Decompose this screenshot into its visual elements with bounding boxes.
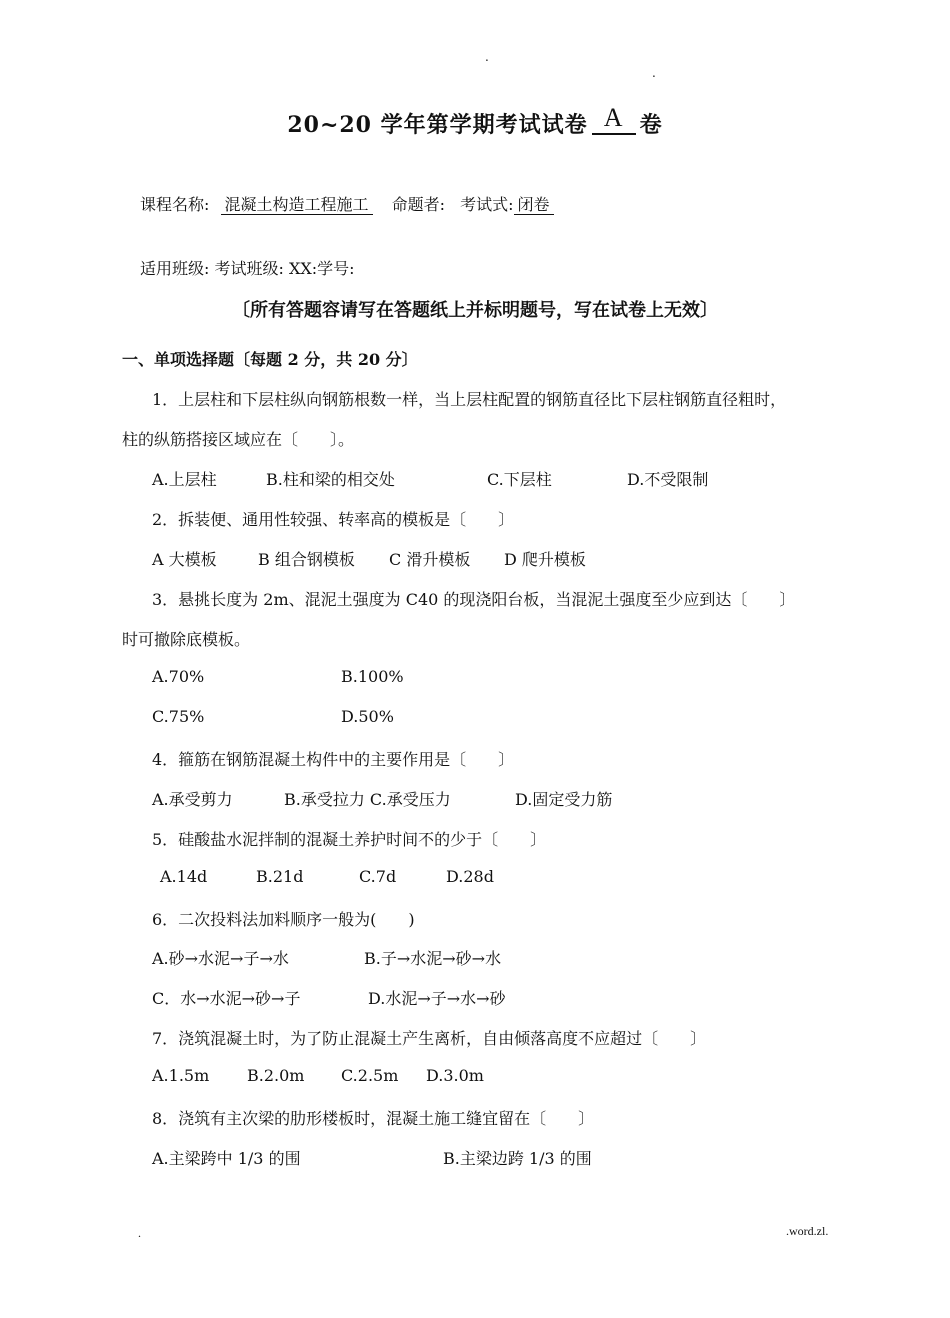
question-8-option-a: A.主梁跨中 1/3 的围	[152, 1149, 301, 1168]
author-label: 命题者:	[391, 195, 446, 214]
exam-title-prefix: 20~20 学年第学期考试试卷	[287, 112, 588, 138]
exam-title	[0, 103, 950, 141]
exam-title-suffix: 卷	[639, 112, 663, 138]
question-3-option-b: B.100%	[341, 667, 404, 686]
question-1-line1: 1．上层柱和下层柱纵向钢筋根数一样，当上层柱配置的钢筋直径比下层柱钢筋直径粗时，	[152, 390, 787, 409]
question-5: 5．硅酸盐水泥拌制的混凝土养护时间不的少于〔 〕	[152, 830, 547, 849]
question-5-option-b: B.21d	[256, 867, 304, 886]
answer-notice: 〔所有答题容请写在答题纸上并标明题号，写在试卷上无效〕	[232, 300, 718, 321]
question-7: 7．浇筑混凝土时，为了防止混凝土产生离析，自由倾落高度不应超过〔 〕	[152, 1029, 707, 1048]
question-1-option-c: C.下层柱	[487, 470, 552, 489]
class-line: 适用班级: 考试班级: XX:学号:	[140, 259, 355, 278]
question-3-line2: 时可撤除底模板。	[122, 630, 251, 649]
question-2-option-c: C 滑升模板	[389, 550, 471, 569]
question-3-option-c: C.75%	[152, 707, 205, 726]
header-dot-left: .	[485, 50, 489, 64]
section-heading: 一、单项选择题〔每题 2 分，共 20 分〕	[122, 350, 418, 369]
question-2-option-b: B 组合钢模板	[258, 550, 355, 569]
question-2-option-a: A 大模板	[152, 550, 217, 569]
question-6-option-b: B.子→水泥→砂→水	[364, 949, 502, 968]
question-4-option-bc: B.承受拉力 C.承受压力	[284, 790, 451, 809]
question-7-option-a: A.1.5m	[152, 1066, 210, 1085]
question-4-option-a: A.承受剪力	[152, 790, 233, 809]
footer-watermark: .word.zl.	[786, 1224, 829, 1238]
question-7-option-c: C.2.5m	[341, 1066, 399, 1085]
course-meta-line	[140, 192, 554, 215]
question-7-option-b: B.2.0m	[247, 1066, 305, 1085]
paper-letter: A	[592, 103, 636, 135]
question-3-option-d: D.50%	[341, 707, 394, 726]
question-7-option-d: D.3.0m	[426, 1066, 484, 1085]
question-6-option-c: C．水→水泥→砂→子	[152, 989, 301, 1008]
question-5-option-a: A.14d	[160, 867, 208, 886]
question-6-option-d: D.水泥→子→水→砂	[368, 989, 506, 1008]
question-2-option-d: D 爬升模板	[504, 550, 586, 569]
question-3-line1: 3．悬挑长度为 2m、混泥土强度为 C40 的现浇阳台板，当混泥土强度至少应到达〔 〕	[152, 590, 796, 609]
course-label: 课程名称:	[140, 195, 210, 214]
question-4-option-d: D.固定受力筋	[515, 790, 613, 809]
question-5-option-d: D.28d	[446, 867, 494, 886]
exam-mode-value: 闭卷	[514, 195, 554, 215]
course-name: 混凝土构造工程施工	[221, 195, 373, 215]
question-1-option-b: B.柱和梁的相交处	[266, 470, 395, 489]
footer-left-dot: .	[138, 1226, 141, 1240]
header-dot-right: .	[652, 66, 656, 80]
exam-mode-label: 考试式:	[460, 195, 514, 214]
question-2: 2．拆装便、通用性较强、转率高的模板是〔 〕	[152, 510, 515, 529]
question-1-option-d: D.不受限制	[627, 470, 709, 489]
question-6: 6．二次投料法加料顺序一般为( )	[152, 910, 415, 929]
question-5-option-c: C.7d	[359, 867, 397, 886]
question-4: 4．箍筋在钢筋混凝土构件中的主要作用是〔 〕	[152, 750, 515, 769]
question-8: 8．浇筑有主次梁的肋形楼板时，混凝土施工缝宜留在〔 〕	[152, 1109, 595, 1128]
question-3-option-a: A.70%	[152, 667, 205, 686]
question-6-option-a: A.砂→水泥→子→水	[152, 949, 289, 968]
question-1-option-a: A.上层柱	[152, 470, 217, 489]
question-8-option-b: B.主梁边跨 1/3 的围	[443, 1149, 592, 1168]
question-1-line2: 柱的纵筋搭接区域应在〔 〕。	[122, 430, 355, 449]
